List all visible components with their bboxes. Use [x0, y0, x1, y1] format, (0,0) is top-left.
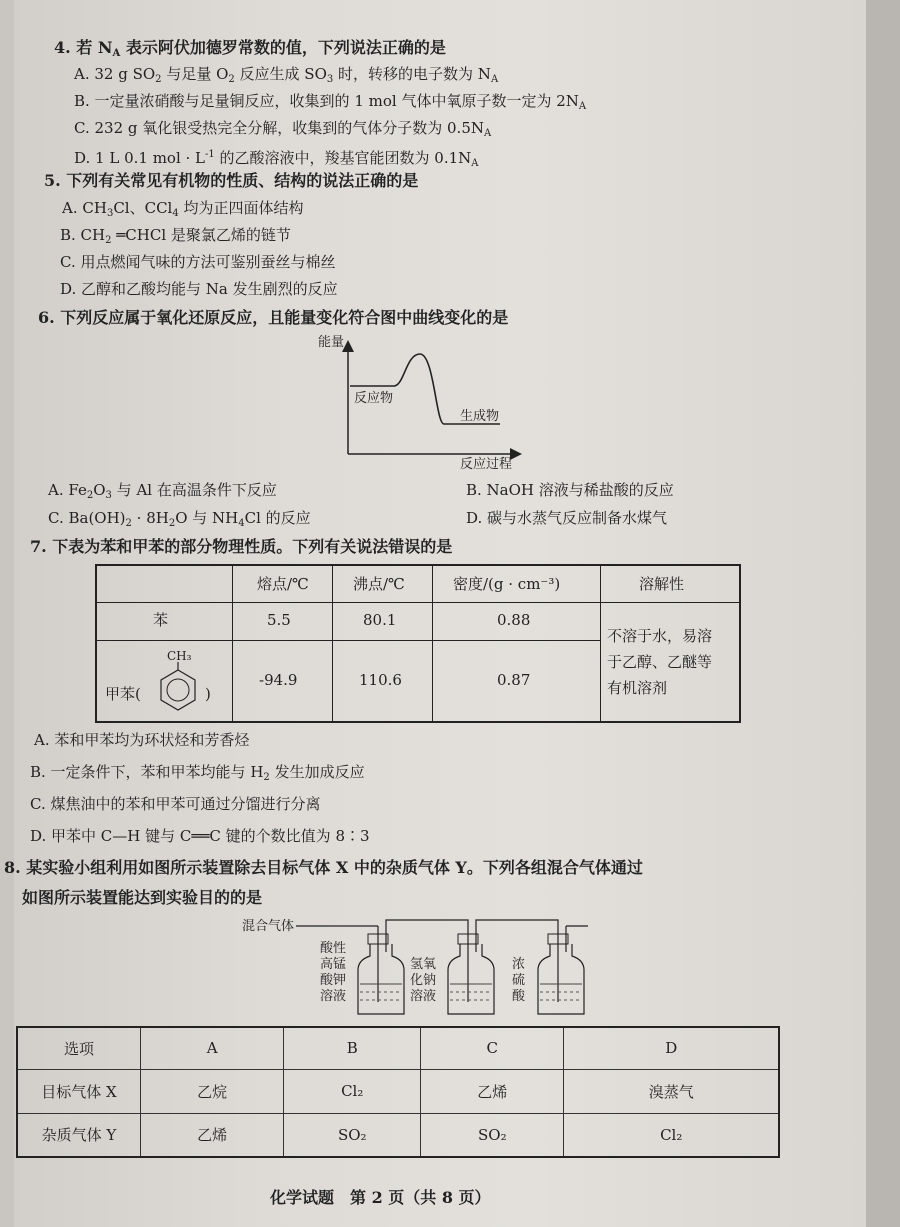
header-option: 选项 — [17, 1027, 141, 1069]
reaction-axis-label: 反应过程 — [460, 457, 513, 472]
solubility-line-2: 于乙醇、乙醚等 — [607, 653, 713, 671]
bottle-3-label-3: 酸 — [512, 989, 526, 1004]
table-row — [17, 1069, 779, 1113]
target-a: 乙烷 — [141, 1069, 284, 1113]
q5-option-b: B. $CH_2$ ═CHCl 是聚氯乙烯的链节 — [60, 226, 291, 246]
page-edge-shadow — [866, 0, 900, 1227]
toluene-mp: -94.9 — [259, 671, 298, 689]
bottle-2-label-1: 氢氧 — [410, 957, 437, 972]
q7-option-a: A. 苯和甲苯均为环状烃和芳香烃 — [34, 731, 250, 749]
bottle-1-label-2: 高锰 — [320, 957, 347, 972]
q5-option-a: A. $CH_3Cl$、CCl$_4$ 均为正四面体结构 — [62, 199, 304, 219]
q6-option-c: C. $Ba(OH)_2 \cdot 8H_2O$ 与 $NH_4Cl$ 的反应 — [48, 509, 311, 529]
methyl-group: CH₃ — [167, 649, 192, 663]
q8-stem-line-1: 8. 某实验小组利用如图所示装置除去目标气体 X 中的杂质气体 Y。下列各组混合气体通过 — [4, 858, 643, 877]
q4-option-b: B. 一定量浓硝酸与足量铜反应，收集到的 1 mol 气体中氧原子数一定为 $2N_A$ — [74, 92, 587, 112]
impurity-c: SO₂ — [421, 1113, 564, 1157]
header-d: D — [564, 1027, 779, 1069]
impurity-b: SO₂ — [284, 1113, 421, 1157]
energy-diagram — [310, 332, 560, 472]
inlet-label: 混合气体 — [242, 919, 295, 934]
bottle-1-label-3: 酸钾 — [320, 973, 347, 988]
q4-option-c: C. 232 g 氧化银受热完全分解，收集到的气体分子数为 $0.5N_A$ — [74, 119, 492, 139]
row-target-label: 目标气体 X — [17, 1069, 141, 1113]
row-impurity-label: 杂质气体 Y — [17, 1113, 141, 1157]
q7-stem: 7. 下表为苯和甲苯的部分物理性质。下列有关说法错误的是 — [30, 537, 453, 556]
q7-option-c: C. 煤焦油中的苯和甲苯可通过分馏进行分离 — [30, 795, 321, 813]
header-density: 密度/(g · cm⁻³) — [453, 575, 561, 593]
bottle-1-label-1: 酸性 — [320, 941, 347, 956]
header-boiling-point: 沸点/℃ — [353, 575, 405, 593]
bottle-3 — [538, 926, 588, 1014]
solubility-line-3: 有机溶剂 — [607, 679, 668, 697]
impurity-d: Cl₂ — [564, 1113, 779, 1157]
bottle-1 — [358, 926, 404, 1014]
target-d: 溴蒸气 — [564, 1069, 779, 1113]
washing-bottles-apparatus — [240, 912, 600, 1022]
bottle-3-label-2: 硫 — [512, 973, 526, 988]
q4-stem: 4. 若 $N_A$ 表示阿伏加德罗常数的值，下列说法正确的是 — [54, 38, 446, 59]
energy-axis-label: 能量 — [318, 335, 345, 350]
q4-option-a: A. 32 g $SO_2$ 与足量 $O_2$ 反应生成 $SO_3$ 时，转移的电子数为 $N_A$ — [74, 65, 499, 85]
toluene-paren: ) — [205, 685, 211, 703]
q6-option-b: B. NaOH 溶液与稀盐酸的反应 — [466, 481, 674, 499]
q6-option-d: D. 碳与水蒸气反应制备水煤气 — [466, 509, 668, 527]
q5-stem: 5. 下列有关常见有机物的性质、结构的说法正确的是 — [44, 171, 419, 190]
bottle-2-label-2: 化钠 — [410, 973, 437, 988]
q5-option-d: D. 乙醇和乙酸均能与 Na 发生剧烈的反应 — [60, 280, 338, 298]
solubility-line-1: 不溶于水，易溶 — [607, 627, 713, 645]
reactants-label: 反应物 — [354, 391, 394, 406]
bottle-1-label-4: 溶液 — [320, 989, 347, 1004]
page-footer: 化学试题 第 2 页（共 8 页） — [270, 1188, 491, 1207]
benzene-density: 0.88 — [497, 611, 531, 629]
target-c: 乙烯 — [421, 1069, 564, 1113]
header-b: B — [284, 1027, 421, 1069]
impurity-a: 乙烯 — [141, 1113, 284, 1157]
q6-stem: 6. 下列反应属于氧化还原反应，且能量变化符合图中曲线变化的是 — [38, 308, 509, 327]
header-c: C — [421, 1027, 564, 1069]
benzene-mp: 5.5 — [267, 611, 291, 629]
toluene-bp: 110.6 — [359, 671, 402, 689]
table-row — [17, 1027, 779, 1069]
table-row — [17, 1113, 779, 1157]
benzene-bp: 80.1 — [363, 611, 397, 629]
benzene-name: 苯 — [153, 611, 169, 629]
products-label: 生成物 — [460, 409, 500, 424]
header-a: A — [141, 1027, 284, 1069]
q4-option-d: D. 1 L 0.1 mol · $L^{-1}$ 的乙酸溶液中，羧基官能团数为 $0.1N_A$ — [74, 149, 479, 169]
toluene-ring — [157, 662, 199, 712]
target-b: Cl₂ — [284, 1069, 421, 1113]
q5-option-c: C. 用点燃闻气味的方法可鉴别蚕丝与棉丝 — [60, 253, 336, 271]
q7-option-b: B. 一定条件下，苯和甲苯均能与 $H_2$ 发生加成反应 — [30, 763, 365, 783]
q7-option-d: D. 甲苯中 C—H 键与 C══C 键的个数比值为 8∶3 — [30, 827, 370, 845]
q7-property-table — [95, 564, 741, 723]
bottle-3-label-1: 浓 — [512, 957, 526, 972]
header-solubility: 溶解性 — [639, 575, 685, 593]
bottle-2 — [448, 926, 494, 1014]
toluene-name: 甲苯( — [105, 685, 141, 703]
toluene-density: 0.87 — [497, 671, 531, 689]
bottle-2-label-3: 溶液 — [410, 989, 437, 1004]
q6-option-a: A. $Fe_2O_3$ 与 Al 在高温条件下反应 — [48, 481, 277, 501]
q8-options-table — [16, 1026, 780, 1158]
header-melting-point: 熔点/℃ — [257, 575, 309, 593]
q8-stem-line-2: 如图所示装置能达到实验目的的是 — [22, 888, 263, 907]
